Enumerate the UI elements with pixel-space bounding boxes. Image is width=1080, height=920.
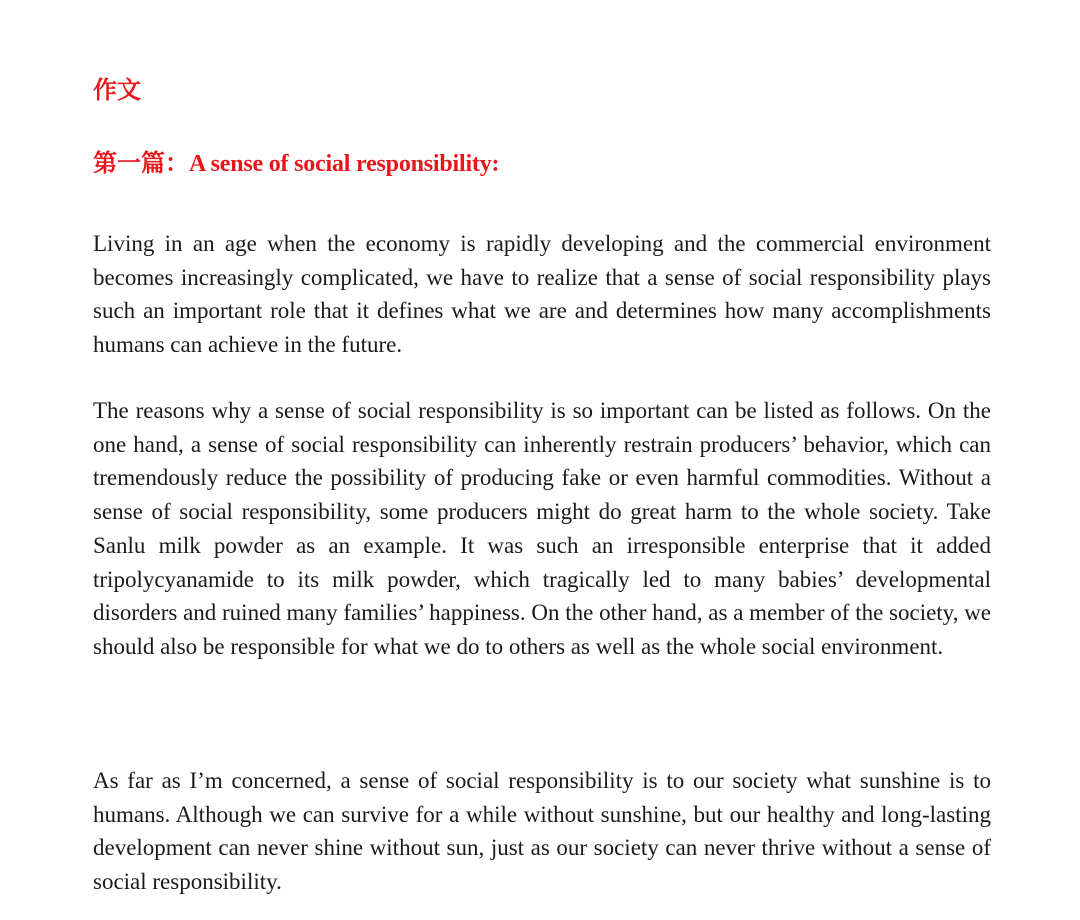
body-paragraph-reasons: The reasons why a sense of social responsibility is so important can be listed as follows. On the one hand, a sense of social responsibility can inherently restrain producers’ behavior, which can tremendously reduce the possibility of producing fake or even harmful commodities. Without a sense of social responsibility, some producers might do great harm to the whole society. Take Sanlu milk powder as an example. It was such an irresponsible enterprise that it added tripolycyanamide to its milk powder, which tragically led to many babies’ developmental disorders and ruined many families’ happiness. On the other hand, as a member of the society, we should also be responsible for what we do to others as well as the whole social environment. <box>93 398 992 659</box>
body-paragraph-conclusion: As far as I’m concerned, a sense of social responsibility is to our society what sunshine is to humans. Although we can survive for a while without sunshine, but our healthy and long-lasting development can never shine without sun, just as our society can never thrive without a sense of social responsibility. <box>93 768 991 895</box>
essay-title-text: A sense of social responsibility: <box>189 151 500 177</box>
essay-title <box>93 142 499 180</box>
body-paragraph-intro: Living in an age when the economy is rapidly developing and the commercial environment becomes increasingly complicated, we have to realize that a sense of social responsibility plays such an important role that it defines what we are and determines how many accomplishments humans can achieve in the future. <box>93 231 991 358</box>
essay-number-prefix: 第一篇： <box>93 149 189 177</box>
section-label: 作文 <box>93 76 141 104</box>
